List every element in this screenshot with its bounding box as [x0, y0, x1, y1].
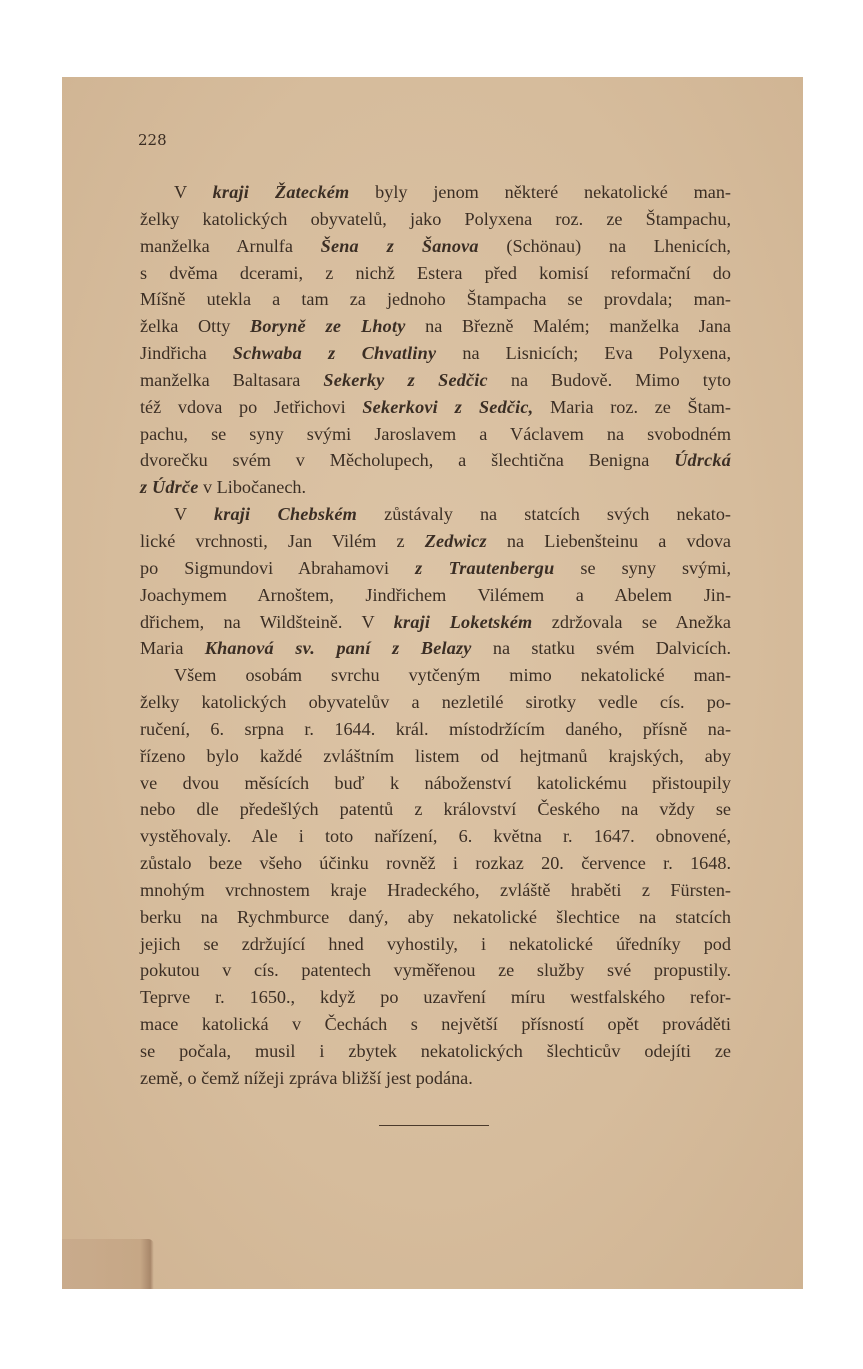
text-line: [140, 555, 731, 582]
text-segment: Jindřicha: [140, 343, 233, 364]
text-segment: na Budově. Mimo tyto: [487, 369, 731, 390]
text-line: [140, 313, 731, 340]
text-segment: berku na Rychmburce daný, aby nekatolické šlechtice na statcích: [140, 906, 731, 927]
text-line: [140, 796, 731, 823]
text-segment: Všem osobám svrchu vytčeným mimo nekatolické man-: [174, 665, 731, 686]
text-line: [140, 206, 731, 233]
text-segment: V: [174, 182, 213, 202]
text-line: [140, 609, 731, 636]
text-line: [140, 474, 731, 501]
text-line: [140, 1065, 731, 1092]
italic-name: Khanová sv. paní z Belazy: [204, 638, 472, 659]
text-segment: zdržovala se Anežka: [532, 611, 731, 632]
text-segment: Joachymem Arnoštem, Jindřichem Vilémem a Abelem Jin-: [140, 584, 731, 605]
text-segment: ručení, 6. srpna r. 1644. král. místodržícím daného, přísně na-: [140, 718, 731, 739]
italic-name: Sekerkovi z Sedčic,: [362, 396, 534, 417]
section-end-rule: [379, 1125, 489, 1126]
text-line: [140, 931, 731, 958]
italic-name: Zedwicz: [424, 530, 487, 551]
text-line: [140, 233, 731, 260]
text-segment: po Sigmundovi Abrahamovi: [140, 557, 416, 578]
italic-name: kraji Žateckém: [212, 182, 350, 202]
text-segment: byly jenom některé nekatolické man-: [349, 182, 731, 202]
text-segment: se syny svými,: [554, 557, 731, 578]
text-segment: též vdova po Jetřichovi: [140, 396, 363, 417]
page-number: 228: [138, 131, 167, 149]
text-line: [140, 367, 731, 394]
text-segment: manželka Baltasara: [140, 369, 324, 390]
italic-name: z Údrče: [140, 477, 199, 498]
text-segment: řízeno bylo každé zvláštním listem od hejtmanů krajských, aby: [140, 745, 731, 766]
text-segment: pachu, se syny svými Jaroslavem a Václavem na svobodném: [140, 423, 731, 444]
text-segment: (Schönau) na Lhenicích,: [478, 235, 731, 256]
italic-name: Sekerky z Sedčic: [323, 369, 488, 390]
text-segment: Míšně utekla a tam za jednoho Štampacha se provdala; man-: [140, 289, 731, 310]
text-segment: na Lisnicích; Eva Polyxena,: [436, 343, 731, 364]
text-line: [140, 904, 731, 931]
text-segment: na statku svém Dalvicích.: [471, 638, 732, 659]
text-line: [140, 743, 731, 770]
text-line: [140, 1011, 731, 1038]
text-line: [140, 421, 731, 448]
text-segment: země, o čemž nížeji zpráva bližší jest podána.: [140, 1067, 473, 1088]
text-segment: se počala, musil i zbytek nekatolických šlechticův odejíti ze: [140, 1041, 731, 1061]
text-line: [140, 447, 731, 474]
text-segment: zůstalo beze všeho účinku rovněž i rozkaz 20. července r. 1648.: [140, 853, 731, 874]
text-segment: manželka Arnulfa: [140, 235, 321, 256]
book-page: [62, 77, 803, 1289]
scan-shadow: [62, 1239, 154, 1289]
text-line: [140, 528, 731, 555]
text-segment: na Březně Malém; manželka Jana: [405, 316, 731, 337]
text-segment: v Libočanech.: [198, 477, 307, 498]
text-line: [140, 850, 731, 877]
text-segment: mnohým vrchnostem kraje Hradeckého, zvláště hraběti z Fürsten-: [140, 879, 731, 900]
text-line: [140, 957, 731, 984]
text-segment: Teprve r. 1650., když po uzavření míru westfalského refor-: [140, 987, 731, 1008]
italic-name: Schwaba z Chvatliny: [232, 343, 437, 364]
text-segment: Maria roz. ze Štam-: [533, 396, 731, 417]
text-line: [140, 582, 731, 609]
text-line: [140, 260, 731, 287]
text-line: [140, 286, 731, 313]
text-line: [140, 1038, 731, 1065]
text-line: [140, 501, 731, 528]
text-segment: dvorečku svém v Měcholupech, a šlechtična Benigna: [140, 450, 675, 471]
text-segment: jejich se zdržující hned vyhostily, i nekatolické úředníky pod: [140, 933, 731, 954]
text-line: [140, 340, 731, 367]
text-line: [140, 662, 731, 689]
body-text: [140, 179, 731, 1092]
text-segment: Maria: [140, 638, 205, 659]
text-segment: s dvěma dcerami, z nichž Estera před komisí reformační do: [140, 262, 731, 283]
text-segment: pokutou v cís. patentech vyměřenou ze služby své propustily.: [140, 960, 731, 981]
text-segment: vystěhovaly. Ale i toto nařízení, 6. května r. 1647. obnovené,: [140, 826, 731, 847]
text-segment: lické vrchnosti, Jan Vilém z: [140, 530, 425, 551]
text-segment: želky katolických obyvatelů, jako Polyxena roz. ze Štampachu,: [140, 208, 731, 229]
text-segment: želka Otty: [140, 316, 251, 337]
italic-name: Boryně ze Lhoty: [250, 316, 406, 337]
text-line: [140, 877, 731, 904]
text-line: [140, 823, 731, 850]
text-segment: dřichem, na Wildšteině. V: [140, 611, 394, 632]
text-line: [140, 179, 731, 206]
text-segment: V: [174, 504, 214, 525]
text-segment: mace katolická v Čechách s největší přísností opět prováděti: [140, 1014, 731, 1035]
italic-name: kraji Chebském: [213, 504, 358, 525]
text-segment: zůstávaly na statcích svých nekato-: [357, 504, 731, 525]
italic-name: kraji Loketském: [393, 611, 533, 632]
text-segment: želky katolických obyvatelův a nezletilé sirotky vedle cís. po-: [140, 692, 731, 713]
text-line: [140, 635, 731, 662]
text-segment: ve dvou měsících buď k náboženství katolickému přistoupily: [140, 772, 731, 793]
italic-name: z Trautenbergu: [415, 557, 555, 578]
text-line: [140, 984, 731, 1011]
italic-name: Šena z Šanova: [320, 235, 479, 256]
text-line: [140, 716, 731, 743]
text-line: [140, 770, 731, 797]
text-segment: na Liebenšteinu a vdova: [486, 530, 731, 551]
text-segment: nebo dle předešlých patentů z království Českého na vždy se: [140, 799, 731, 820]
text-line: [140, 689, 731, 716]
italic-name: Údrcká: [674, 450, 731, 471]
text-line: [140, 394, 731, 421]
